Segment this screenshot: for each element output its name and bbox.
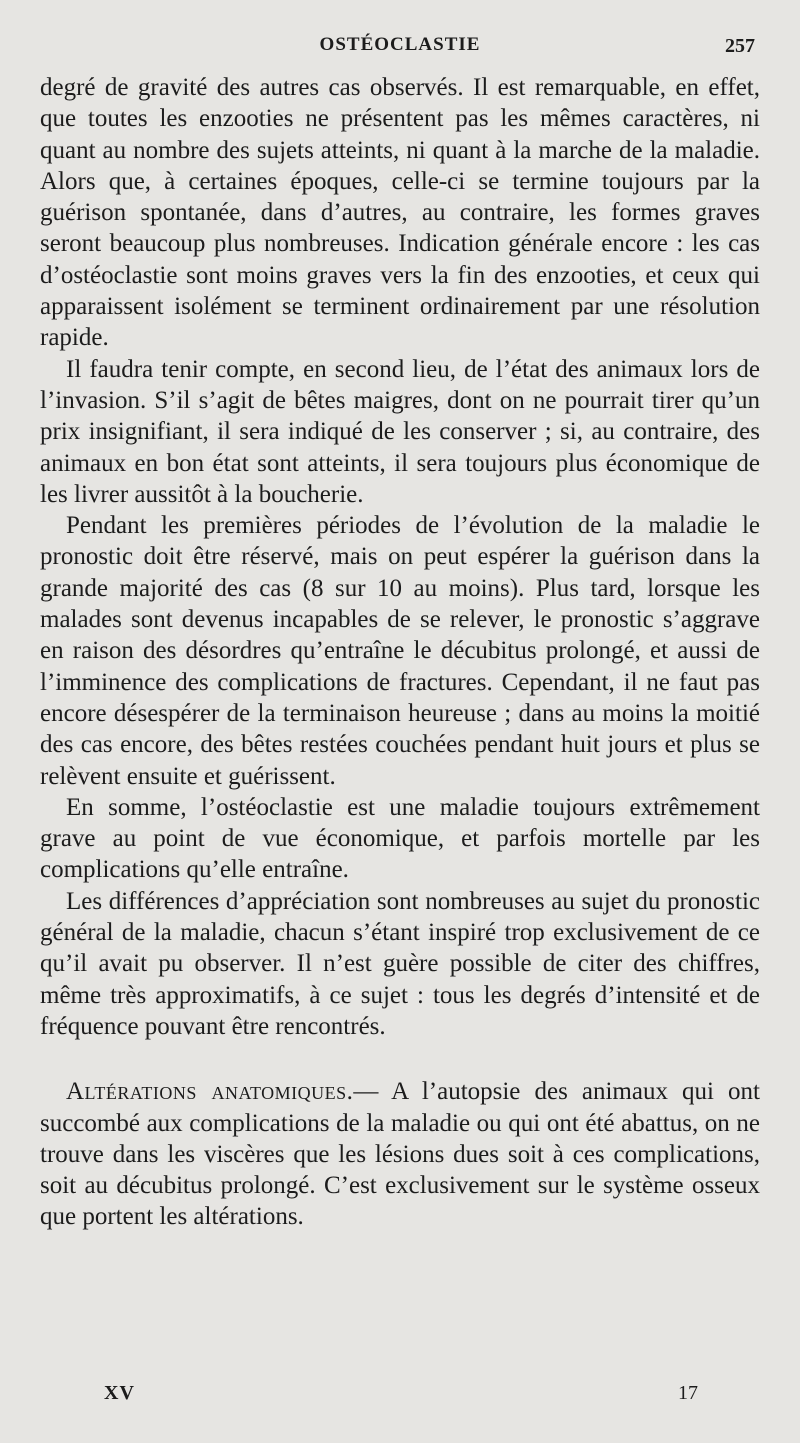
page-footer <box>40 1382 760 1410</box>
paragraph-animal-state: Il faudra tenir compte, en second lieu, de l’état des animaux lors de l’invasion. S’il s’agit de bêtes maigres, dont on ne pourrait tirer qu’un prix insignifiant, il sera indiqué de les conserver ; si, au contraire, des animaux en bon état sont atteints, il sera toujours plus économique de les livrer aussitôt à la boucherie. <box>40 355 760 508</box>
paragraph-continuation: degré de gravité des autres cas observés. Il est remarquable, en effet, que toutes les enzooties ne présentent pas les mêmes caractères, ni quant au nombre des sujets atteints, ni quant à la marche de la maladie. Alors que, à certaines époques, celle-ci se termine toujours par la guérison spontanée, dans d’autres, au contraire, les formes graves seront beaucoup plus nombreuses. Indication générale encore : les cas d’ostéoclastie sont moins graves vers la fin des enzooties, et ceux qui apparaissent isolément se terminent ordinairement par une résolution rapide. <box>40 74 760 352</box>
paragraph-appreciation: Les différences d’appréciation sont nombreuses au sujet du pronostic général de la maladie, chacun s’étant inspiré trop exclusivement de ce qu’il avait pu observer. Il n’est guère possible de citer des chiffres, même très approximatifs, à ce sujet : tous les degrés d’intensité et de fréquence pouvant être rencontrés. <box>40 887 760 1040</box>
section-text: — A l’autopsie des animaux qui ont succombé aux complications de la maladie ou qui ont été abattus, on ne trouve dans les viscères que les lésions dues soit à ces complications, soit au décubitus prolongé. C’est exclusivement sur le système osseux que portent les altérations. <box>40 1078 760 1231</box>
sheet-number: 17 <box>678 1382 698 1404</box>
signature-mark: XV <box>104 1382 135 1404</box>
paragraph-prognosis-periods: Pendant les premières périodes de l’évolution de la maladie le pronostic doit être réservé, mais on peut espérer la guérison dans la grande majorité des cas (8 sur 10 au moins). Plus tard, lorsque les malades sont devenus incapables de se relever, le pronostic s’aggrave en raison des désordres qu’entraîne le décubitus prolongé, et aussi de l’imminence des complications de fractures. Cependant, il ne faut pas encore désespérer de la terminaison heureuse ; dans au moins la moitié des cas encore, des bêtes restées couchées pendant huit jours et plus se relèvent ensuite et guérissent. <box>40 512 760 790</box>
running-head <box>40 34 760 58</box>
page-number: 257 <box>725 35 755 57</box>
section-heading: Altérations anatomiques. <box>66 1078 354 1106</box>
paragraph-summary: En somme, l’ostéoclastie est une maladie toujours extrêmement grave au point de vue économique, et parfois mortelle par les complications qu’elle entraîne. <box>40 793 760 884</box>
running-title: OSTÉOCLASTIE <box>319 34 481 55</box>
body-text <box>40 72 760 1233</box>
section-anatomical-alterations <box>40 1076 760 1232</box>
